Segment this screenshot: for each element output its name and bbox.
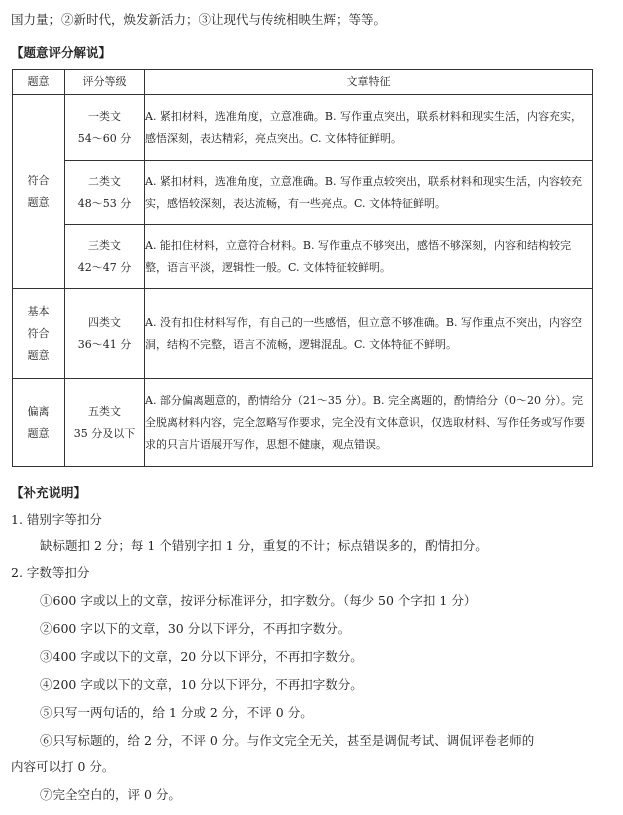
- word-rule-6-line2: 内容可以打 0 分。: [11, 759, 115, 774]
- grade-range: 54～60 分: [77, 131, 132, 145]
- word-rule-6-line1: ⑥只写标题的，给 2 分，不评 0 分。与作文完全无关，甚至是调侃考试、调侃评卷老师的: [40, 733, 535, 748]
- grade-range: 48～53 分: [77, 196, 132, 210]
- category-on-topic: [13, 95, 65, 289]
- category-line: 符合: [27, 173, 50, 187]
- item2-title: 2. 字数等扣分: [11, 565, 90, 580]
- feature-desc: A. 紧扣材料，选准角度，立意准确。B. 写作重点较突出，联系材料和现实生活，内容较充实，感悟较深刻，表达流畅，有一些亮点。C. 文体特征鲜明。: [145, 161, 593, 225]
- grade-cell: [65, 95, 145, 161]
- grade-name: 四类文: [88, 315, 121, 329]
- feature-desc: A. 紧扣材料，选准角度，立意准确。B. 写作重点突出，联系材料和现实生活，内容充实，感悟深刻，表达精彩，亮点突出。C. 文体特征鲜明。: [145, 95, 593, 161]
- category-line: 符合: [27, 326, 50, 340]
- table-row: [13, 289, 593, 379]
- table-row: [13, 379, 593, 467]
- word-rule: ③400 字或以下的文章，20 分以下评分，不再扣字数分。: [40, 649, 363, 664]
- table-row: [13, 95, 593, 161]
- category-line: 题意: [27, 195, 50, 209]
- feature-desc: A. 没有扣住材料写作，有自己的一些感悟，但立意不够准确。B. 写作重点不突出，内容空洞，结构不完整，语言不流畅，逻辑混乱。C. 文体特征不鲜明。: [145, 289, 593, 379]
- header-topic: 题意: [13, 70, 65, 95]
- rubric-table: [12, 69, 593, 467]
- rubric-title: 【题意评分解说】: [11, 45, 112, 60]
- category-line: 题意: [27, 348, 50, 362]
- feature-desc: A. 部分偏离题意的，酌情给分（21～35 分）。B. 完全离题的，酌情给分（0～20 分）。完全脱离材料内容，完全忽略写作要求，完全没有文体意识，仅选取材料、写作任务或写作要求的只言片语展开写作，思想不健康，观点错误。: [145, 379, 593, 467]
- category-line: 题意: [27, 426, 50, 440]
- grade-cell: [65, 379, 145, 467]
- grade-range: 35 分及以下: [73, 426, 136, 440]
- category-basic: [13, 289, 65, 379]
- grade-name: 二类文: [88, 174, 121, 188]
- header-features: 文章特征: [145, 70, 593, 95]
- table-row: [13, 225, 593, 289]
- grade-name: 三类文: [88, 238, 121, 252]
- feature-desc: A. 能扣住材料，立意符合材料。B. 写作重点不够突出，感悟不够深刻，内容和结构较完整，语言平淡，逻辑性一般。C. 文体特征较鲜明。: [145, 225, 593, 289]
- header-grade: 评分等级: [65, 70, 145, 95]
- table-header-row: [13, 70, 593, 95]
- word-rule: ⑤只写一两句话的，给 1 分或 2 分，不评 0 分。: [40, 705, 313, 720]
- grade-cell: [65, 225, 145, 289]
- supplement-title: 【补充说明】: [11, 485, 87, 500]
- category-line: 偏离: [27, 404, 50, 418]
- category-line: 基本: [27, 304, 50, 318]
- grade-name: 一类文: [88, 109, 121, 123]
- word-rule: ①600 字或以上的文章，按评分标准评分，扣字数分。（每少 50 个字扣 1 分）: [40, 593, 477, 608]
- category-off-topic: [13, 379, 65, 467]
- intro-line: 国力量；②新时代，焕发新活力；③让现代与传统相映生辉；等等。: [11, 12, 387, 27]
- word-rule: ④200 字或以下的文章，10 分以下评分，不再扣字数分。: [40, 677, 363, 692]
- grade-cell: [65, 161, 145, 225]
- item1-title: 1. 错别字等扣分: [11, 512, 102, 527]
- grade-name: 五类文: [88, 404, 121, 418]
- word-rule: ②600 字以下的文章，30 分以下评分，不再扣字数分。: [40, 621, 351, 636]
- grade-range: 42～47 分: [77, 260, 132, 274]
- table-row: [13, 161, 593, 225]
- grade-cell: [65, 289, 145, 379]
- word-rule-7: ⑦完全空白的，评 0 分。: [40, 787, 181, 802]
- grade-range: 36～41 分: [77, 337, 132, 351]
- item1-text: 缺标题扣 2 分；每 1 个错别字扣 1 分，重复的不计；标点错误多的，酌情扣分。: [40, 538, 488, 553]
